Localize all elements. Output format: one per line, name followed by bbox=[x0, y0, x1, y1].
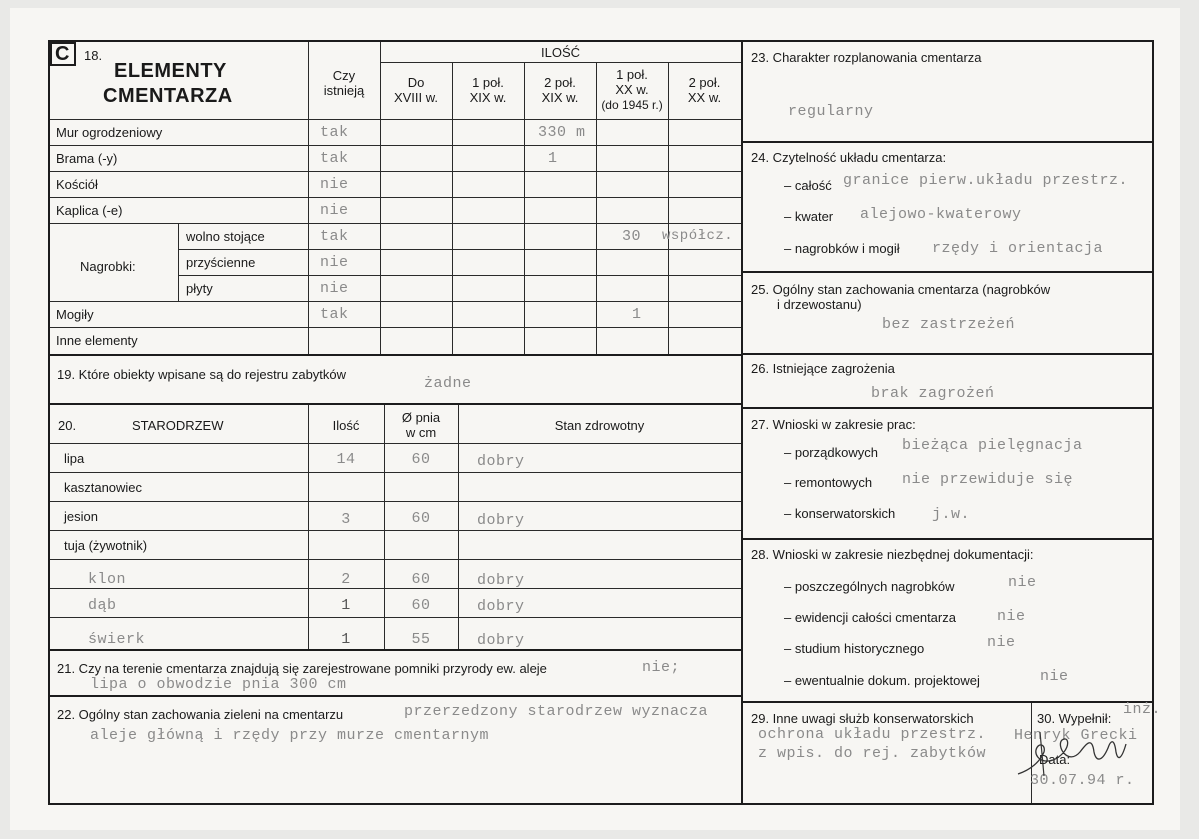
s29-value-line1: ochrona układu przestrz. bbox=[758, 726, 987, 743]
tree-name-oak: dąb bbox=[88, 597, 117, 614]
row-value-church-exists: nie bbox=[320, 176, 349, 193]
tree-name-spruce: świerk bbox=[88, 631, 146, 648]
row-value-freestanding-qty: 30 bbox=[622, 228, 642, 245]
s22-value-line1: przerzedzony starodrzew wyznacza bbox=[404, 703, 709, 720]
s29-label: 29. Inne uwagi służb konserwatorskich bbox=[751, 711, 974, 726]
tree-diam-spruce: 55 bbox=[411, 631, 431, 648]
tree-health-maple: dobry bbox=[477, 572, 525, 589]
row-label-slabs: płyty bbox=[186, 281, 213, 296]
s30-date-value: 30.07.94 r. bbox=[1030, 772, 1135, 789]
s22-label: 22. Ogólny stan zachowania zieleni na cmentarzu bbox=[57, 707, 344, 722]
s21-value-line1: nie; bbox=[642, 659, 681, 676]
s28-history-label: – studium historycznego bbox=[784, 641, 925, 656]
section-title-line2: CMENTARZA bbox=[103, 85, 233, 107]
s24-quarters-value: alejowo-kwaterowy bbox=[860, 206, 1022, 223]
row-label-church: Kościół bbox=[56, 177, 98, 192]
s23-value: regularny bbox=[788, 103, 874, 120]
tree-diam-ash: 60 bbox=[411, 510, 431, 527]
s26-label: 26. Istniejące zagrożenia bbox=[751, 361, 895, 376]
row-label-graves: Mogiły bbox=[56, 307, 94, 322]
s26-value: brak zagrożeń bbox=[871, 385, 995, 402]
s19-value: żadne bbox=[424, 375, 472, 392]
row-value-chapel-exists: nie bbox=[320, 202, 349, 219]
s27-cleaning-label: – porządkowych bbox=[784, 445, 878, 460]
s20-col-health: Stan zdrowotny bbox=[554, 418, 645, 433]
s30-name: Henryk Grecki bbox=[1014, 727, 1138, 744]
row-value-wall-tombs-exists: nie bbox=[320, 254, 349, 271]
s24-whole-value: granice pierw.układu przestrz. bbox=[843, 172, 1129, 189]
tree-name-thuja: tuja (żywotnik) bbox=[64, 538, 148, 553]
section-letter: C bbox=[55, 43, 70, 65]
col-2-xix: 2 poł. XIX w. bbox=[541, 75, 579, 105]
s27-repair-value: nie przewiduje się bbox=[902, 471, 1074, 488]
row-value-graves-exists: tak bbox=[320, 306, 349, 323]
tree-health-oak: dobry bbox=[477, 598, 525, 615]
tree-health-lipa: dobry bbox=[477, 453, 525, 470]
tree-qty-oak: 1 bbox=[341, 597, 351, 614]
s30-label: 30. Wypełnił: bbox=[1037, 711, 1112, 726]
s28-records-value: nie bbox=[997, 608, 1026, 625]
s27-conservation-value: j.w. bbox=[932, 506, 971, 523]
tree-diam-maple: 60 bbox=[411, 571, 431, 588]
row-value-wall-exists: tak bbox=[320, 124, 349, 141]
s23-label: 23. Charakter rozplanowania cmentarza bbox=[751, 50, 982, 65]
s24-whole-label: – całość bbox=[784, 178, 832, 193]
s25-label-line1: 25. Ogólny stan zachowania cmentarza (nagrobków bbox=[751, 282, 1051, 297]
s28-tombstones-label: – poszczególnych nagrobków bbox=[784, 579, 955, 594]
row-value-graves-qty: 1 bbox=[632, 306, 642, 323]
tree-health-spruce: dobry bbox=[477, 632, 525, 649]
section-title-line1: ELEMENTY bbox=[114, 60, 227, 82]
row-label-gate: Brama (-y) bbox=[56, 151, 118, 166]
s21-value-line2: lipa o obwodzie pnia 300 cm bbox=[90, 676, 347, 693]
s28-project-value: nie bbox=[1040, 668, 1069, 685]
s27-cleaning-value: bieżąca pielęgnacja bbox=[902, 437, 1083, 454]
s30-date-label: Data: bbox=[1039, 752, 1071, 767]
tree-qty-spruce: 1 bbox=[341, 631, 351, 648]
tree-qty-ash: 3 bbox=[341, 511, 351, 528]
col-2-xx: 2 poł. XX w. bbox=[687, 75, 722, 105]
row-label-other: Inne elementy bbox=[56, 333, 138, 348]
row-label-tombstones: Nagrobki: bbox=[80, 259, 136, 274]
s20-col-qty: Ilość bbox=[332, 418, 360, 433]
s27-label: 27. Wnioski w zakresie prac: bbox=[751, 417, 916, 432]
s28-history-value: nie bbox=[987, 634, 1016, 651]
tree-diam-oak: 60 bbox=[411, 597, 431, 614]
s21-label: 21. Czy na terenie cmentarza znajdują się zarejestrowane pomniki przyrody ew. aleje bbox=[57, 661, 547, 676]
col-1-xix: 1 poł. XIX w. bbox=[469, 75, 507, 105]
row-value-slabs-exists: nie bbox=[320, 280, 349, 297]
s28-label: 28. Wnioski w zakresie niezbędnej dokumentacji: bbox=[751, 547, 1034, 562]
tree-name-maple: klon bbox=[88, 571, 127, 588]
row-value-gate-exists: tak bbox=[320, 150, 349, 167]
s28-tombstones-value: nie bbox=[1008, 574, 1037, 591]
tree-qty-lipa: 14 bbox=[336, 451, 356, 468]
col-quantity-header: ILOŚĆ bbox=[540, 45, 580, 60]
col-exists-header: Czy istnieją bbox=[323, 68, 365, 98]
row-value-freestanding-exists: tak bbox=[320, 228, 349, 245]
s20-number: 20. bbox=[58, 418, 77, 433]
row-value-wall-qty: 330 m bbox=[538, 124, 586, 141]
s27-conservation-label: – konserwatorskich bbox=[784, 506, 896, 521]
s24-label: 24. Czytelność układu cmentarza: bbox=[751, 150, 947, 165]
s30-title: inż. bbox=[1123, 701, 1162, 718]
col-1-xx: 1 poł. XX w. (do 1945 r.) bbox=[601, 67, 663, 112]
s20-title: STARODRZEW bbox=[132, 418, 224, 433]
s28-project-label: – ewentualnie dokum. projektowej bbox=[784, 673, 980, 688]
tree-name-chestnut: kasztanowiec bbox=[64, 480, 143, 495]
s24-graves-label: – nagrobków i mogił bbox=[784, 241, 900, 256]
row-label-wall-tombs: przyścienne bbox=[186, 255, 256, 270]
s27-repair-label: – remontowych bbox=[784, 475, 873, 490]
s24-quarters-label: – kwater bbox=[784, 209, 834, 224]
row-value-gate-qty: 1 bbox=[548, 150, 558, 167]
row-value-freestanding-period: współcz. bbox=[662, 228, 734, 244]
s19-label: 19. Które obiekty wpisane są do rejestru zabytków bbox=[57, 367, 347, 382]
tree-name-lipa: lipa bbox=[64, 451, 85, 466]
s29-value-line2: z wpis. do rej. zabytków bbox=[758, 745, 987, 762]
row-label-chapel: Kaplica (-e) bbox=[56, 203, 123, 218]
signature bbox=[1010, 722, 1130, 782]
tree-qty-maple: 2 bbox=[341, 571, 351, 588]
row-label-freestanding: wolno stojące bbox=[186, 229, 265, 244]
tree-name-ash: jesion bbox=[64, 509, 98, 524]
row-label-wall: Mur ogrodzeniowy bbox=[56, 125, 163, 140]
s22-value-line2: aleje główną i rzędy przy murze cmentarnym bbox=[90, 727, 490, 744]
section-number: 18. bbox=[84, 48, 103, 63]
s25-value: bez zastrzeżeń bbox=[882, 316, 1016, 333]
tree-health-ash: dobry bbox=[477, 512, 525, 529]
s25-label-line2: i drzewostanu) bbox=[777, 297, 862, 312]
s20-col-diameter: Ø pnia w cm bbox=[401, 410, 441, 440]
s28-records-label: – ewidencji całości cmentarza bbox=[784, 610, 956, 625]
s24-graves-value: rzędy i orientacja bbox=[932, 240, 1104, 257]
tree-diam-lipa: 60 bbox=[411, 451, 431, 468]
col-xviii: Do XVIII w. bbox=[393, 75, 439, 105]
